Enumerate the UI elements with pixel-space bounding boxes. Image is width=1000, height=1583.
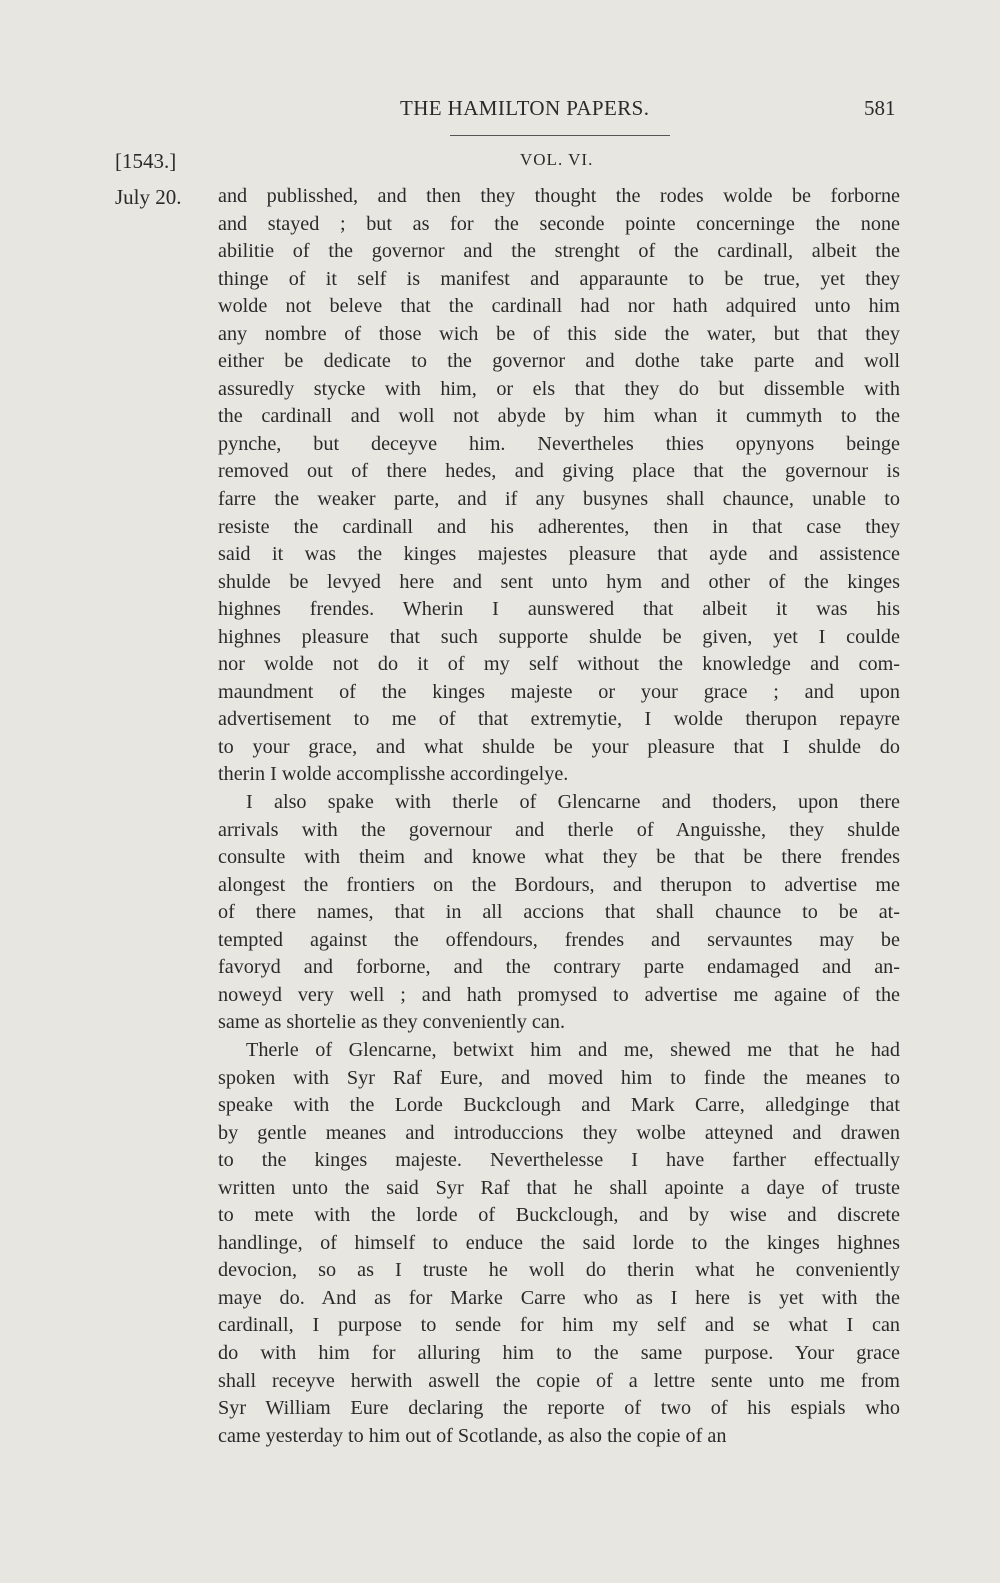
- running-title: THE HAMILTON PAPERS.: [400, 96, 650, 120]
- text-line: shulde be levyed here and sent unto hym and other of the kinges: [218, 570, 900, 593]
- text-line: farre the weaker parte, and if any busynes shall chaunce, unable to: [218, 488, 900, 511]
- text-line: devocion, so as I truste he woll do therin what he conveniently: [218, 1259, 900, 1282]
- text-line: resiste the cardinall and his adherentes, then in that case they: [218, 515, 900, 538]
- text-line: to mete with the lorde of Buckclough, and by wise and discrete: [218, 1204, 900, 1227]
- text-line: Syr William Eure declaring the reporte of two of his espials who: [218, 1397, 900, 1420]
- text-line: highnes pleasure that such supporte shulde be given, yet I coulde: [218, 625, 900, 648]
- text-line: noweyd very well ; and hath promysed to advertise me againe of the: [218, 983, 900, 1006]
- volume-label: VOL. VI.: [520, 150, 594, 169]
- paragraph: [218, 789, 900, 1037]
- title-rule: [450, 135, 670, 136]
- text-line: advertisement to me of that extremytie, I wolde therupon repayre: [218, 708, 900, 731]
- text-line: highnes frendes. Wherin I aunswered that albeit it was his: [218, 598, 900, 621]
- text-line: any nombre of those wich be of this side the water, but that they: [218, 322, 900, 345]
- text-line: by gentle meanes and introduccions they wolbe atteyned and drawen: [218, 1121, 900, 1144]
- paragraph: [218, 1037, 900, 1450]
- text-line: do with him for alluring him to the same purpose. Your grace: [218, 1341, 900, 1364]
- text-line: assuredly stycke with him, or els that they do but dissemble with: [218, 377, 900, 400]
- text-line: nor wolde not do it of my self without the knowledge and com-: [218, 653, 900, 676]
- body-text: [218, 183, 900, 1450]
- text-line: wolde not beleve that the cardinall had nor hath adquired unto him: [218, 295, 900, 318]
- year-label: [1543.]: [115, 149, 177, 173]
- text-line: to the kinges majeste. Neverthelesse I have farther effectually: [218, 1149, 900, 1172]
- text-line: therin I wolde accomplisshe accordingelye.: [218, 763, 569, 786]
- paragraph: [218, 183, 900, 789]
- text-line: and stayed ; but as for the seconde pointe concerninge the none: [218, 212, 900, 235]
- text-line: speake with the Lorde Buckclough and Mark Carre, alledginge that: [218, 1094, 900, 1117]
- text-line: tempted against the offendours, frendes and servauntes may be: [218, 928, 900, 951]
- text-line: I also spake with therle of Glencarne and thoders, upon there: [246, 791, 900, 814]
- text-line: of there names, that in all accions that shall chaunce to be at-: [218, 901, 900, 924]
- text-line: consulte with theim and knowe what they be that be there frendes: [218, 846, 900, 869]
- text-line: alongest the frontiers on the Bordours, and therupon to advertise me: [218, 873, 900, 896]
- text-line: and publisshed, and then they thought the rodes wolde be forborne: [218, 185, 900, 207]
- text-line: same as shortelie as they conveniently can.: [218, 1011, 565, 1034]
- text-line: arrivals with the governour and therle of Anguisshe, they shulde: [218, 818, 900, 841]
- text-line: shall receyve herwith aswell the copie of a lettre sente unto me from: [218, 1369, 900, 1392]
- text-line: favoryd and forborne, and the contrary parte endamaged and an-: [218, 956, 900, 979]
- margin-date: July 20.: [115, 185, 182, 209]
- text-line: written unto the said Syr Raf that he shall apointe a daye of truste: [218, 1176, 900, 1199]
- text-line: said it was the kinges majestes pleasure that ayde and assistence: [218, 543, 900, 566]
- text-line: spoken with Syr Raf Eure, and moved him to finde the meanes to: [218, 1066, 900, 1089]
- text-line: abilitie of the governor and the strenght of the cardinall, albeit the: [218, 240, 900, 263]
- text-line: handlinge, of himself to enduce the said lorde to the kinges highnes: [218, 1231, 900, 1254]
- text-line: the cardinall and woll not abyde by him whan it cummyth to the: [218, 405, 900, 428]
- text-line: either be dedicate to the governor and dothe take parte and woll: [218, 350, 900, 373]
- text-line: thinge of it self is manifest and apparaunte to be true, yet they: [218, 267, 900, 290]
- page-number: 581: [864, 96, 896, 120]
- text-line: came yesterday to him out of Scotlande, as also the copie of an: [218, 1424, 727, 1447]
- text-line: Therle of Glencarne, betwixt him and me, shewed me that he had: [246, 1038, 900, 1061]
- text-line: removed out of there hedes, and giving place that the governour is: [218, 460, 900, 483]
- text-line: to your grace, and what shulde be your pleasure that I shulde do: [218, 735, 900, 758]
- text-line: maye do. And as for Marke Carre who as I here is yet with the: [218, 1286, 900, 1309]
- text-line: pynche, but deceyve him. Nevertheles thies opynyons beinge: [218, 432, 900, 455]
- text-line: cardinall, I purpose to sende for him my self and se what I can: [218, 1314, 900, 1337]
- text-line: maundment of the kinges majeste or your grace ; and upon: [218, 680, 900, 703]
